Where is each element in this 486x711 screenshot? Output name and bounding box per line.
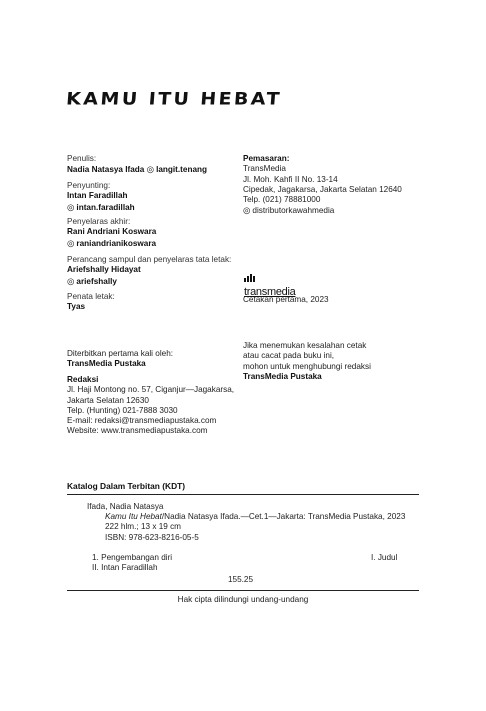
instagram-icon: ◎ [243,205,251,216]
redaksi-email: E-mail: redaksi@transmediapustaka.com [67,416,217,426]
marketing-address2: Cipedak, Jagakarsa, Jakarta Selatan 12640 [243,184,402,194]
editor-name: Intan Faradillah [67,191,128,201]
kdt-entry [87,502,407,543]
errata-line2: atau cacat pada buku ini, [243,351,335,361]
design-handle: ariefshally [76,276,117,286]
copyright-notice: Hak cipta dilindungi undang-undang [177,595,309,604]
kdt-title-rest: /Nadia Natasya Ifada.—Cet.1—Jakarta: TransMedia Pustaka, 2023 [161,512,406,522]
kdt-title-line [87,512,407,522]
illustrator-label: Penata letak: [67,292,115,301]
kdt-isbn: ISBN: 978-623-8216-05-5 [105,532,199,542]
publisher-line: Diterbitkan pertama kali oleh: [67,349,174,358]
logo-text: transmedia [244,286,296,298]
kdt-subject2: II. Intan Faradillah [92,563,158,573]
kdt-class-number: 155.25 [228,575,254,584]
author-handle: langit.tenang [156,165,208,175]
errata-line1: Jika menemukan kesalahan cetak [243,341,367,350]
logo-bars-icon [244,273,256,285]
kdt-subjects [92,553,172,573]
marketing-address1: Jl. Moh. Kahfi II No. 13-14 [243,174,338,184]
redaksi-label: Redaksi [67,375,99,384]
author-label: Penulis: [67,154,97,163]
kdt-book-title: Kamu Itu Hebat [105,512,162,522]
instagram-icon: ◎ [67,275,75,286]
redaksi-block [67,375,234,437]
editor-label: Penyunting: [67,181,111,190]
proof-label: Penyelaras akhir: [67,217,131,226]
marketing-phone: Telp. (021) 78881000 [243,195,321,205]
instagram-icon: ◎ [67,201,75,212]
kdt-pages: 222 hlm.; 13 x 19 cm [105,522,181,532]
redaksi-address2: Jakarta Selatan 12630 [67,395,149,405]
credit-editor [67,181,135,213]
design-name: Ariefshally Hidayat [67,265,141,275]
instagram-icon: ◎ [146,164,155,175]
kdt-top-rule [67,494,419,495]
publisher-name: TransMedia Pustaka [67,359,146,369]
redaksi-phone: Telp. (Hunting) 021-7888 3030 [67,405,178,415]
printing-edition: Cetakan pertama, 2023 [243,295,329,304]
proof-name: Rani Andriani Koswara [67,227,157,237]
credit-author [67,154,207,176]
redaksi-address1: Jl. Haji Montong no. 57, Ciganjur—Jagakarsa, [67,385,235,395]
credit-layout [67,292,115,313]
publisher-block [67,349,173,370]
kdt-author: Ifada, Nadia Natasya [87,502,164,511]
errata-block [243,341,371,382]
credit-proofreader [67,217,156,249]
editor-handle: intan.faradillah [76,202,135,212]
kdt-subject1: 1. Pengembangan diri [92,553,173,562]
kdt-bottom-rule [67,590,419,591]
kdt-title: Katalog Dalam Terbitan (KDT) [67,481,186,491]
author-name: Nadia Natasya Ifada [67,165,145,175]
kdt-subject1-right: I. Judul [371,553,398,562]
redaksi-website: Website: www.transmediapustaka.com [67,426,208,436]
illustrator-name: Tyas [67,302,86,312]
errata-company: TransMedia Pustaka [243,371,322,381]
credit-designer [67,255,231,287]
marketing-handle: distributorkawahmedia [252,206,335,216]
proof-handle: raniandrianikoswara [76,238,157,248]
marketing-label: Pemasaran: [243,154,290,163]
errata-line3: mohon untuk menghubungi redaksi [243,361,371,371]
design-label: Perancang sampul dan penyelaras tata letak: [67,255,232,264]
marketing-company: TransMedia [243,164,286,174]
marketing-block [243,154,402,217]
instagram-icon: ◎ [67,237,75,248]
book-title: KAMU ITU HEBAT [65,89,283,109]
